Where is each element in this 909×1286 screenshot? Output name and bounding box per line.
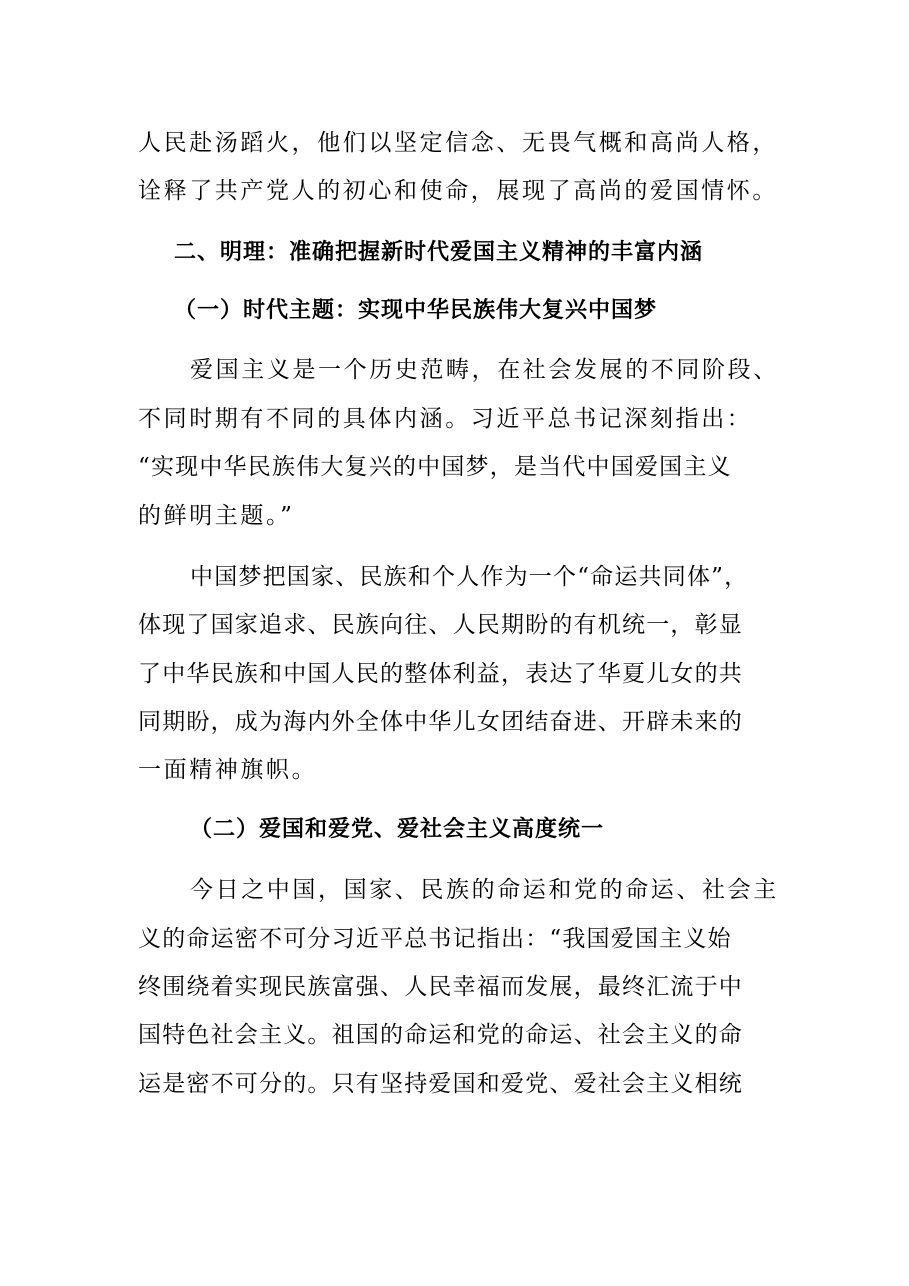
body-text-line: 人民赴汤蹈火，他们以坚定信念、无畏气概和高尚人格，	[138, 130, 778, 156]
body-text-line: 国特色社会主义。祖国的命运和党的命运、社会主义的命	[138, 1022, 743, 1048]
body-text-line: “实现中华民族伟大复兴的中国梦，是当代中国爱国主义	[138, 454, 732, 480]
body-text-line: 一面精神旗帜。	[138, 757, 318, 783]
body-text-line: 终围绕着实现民族富强、人民幸福而发展，最终汇流于中	[138, 974, 743, 1000]
body-text-line: 中国梦把国家、民族和个人作为一个“命运共同体”，	[190, 564, 749, 590]
subsection-heading-2: （二）爱国和爱党、爱社会主义高度统一	[190, 817, 605, 842]
body-text-line: 的鲜明主题。”	[138, 503, 295, 529]
body-text-line: 诠释了共产党人的初心和使命，展现了高尚的爱国情怀。	[138, 178, 778, 204]
body-text-line: 今日之中国，国家、民族的命运和党的命运、社会主	[190, 877, 779, 903]
body-text-line: 同期盼，成为海内外全体中华儿女团结奋进、开辟未来的	[138, 709, 743, 735]
body-text-line: 了中华民族和中国人民的整体利益，表达了华夏儿女的共	[138, 661, 743, 687]
body-text-line: 爱国主义是一个历史范畴，在社会发展的不同阶段、	[190, 357, 779, 383]
body-text-line: 不同时期有不同的具体内涵。习近平总书记深刻指出：	[138, 406, 753, 432]
body-text-line: 体现了国家追求、民族向往、人民期盼的有机统一，彰显	[138, 612, 743, 638]
body-text-line: 义的命运密不可分习近平总书记指出：“我国爱国主义始	[138, 926, 732, 952]
subsection-heading-1: （一）时代主题：实现中华民族伟大复兴中国梦	[174, 298, 658, 323]
section-heading: 二、明理：准确把握新时代爱国主义精神的丰富内涵	[174, 240, 704, 265]
body-text-line: 运是密不可分的。只有坚持爱国和爱党、爱社会主义相统	[138, 1071, 743, 1097]
